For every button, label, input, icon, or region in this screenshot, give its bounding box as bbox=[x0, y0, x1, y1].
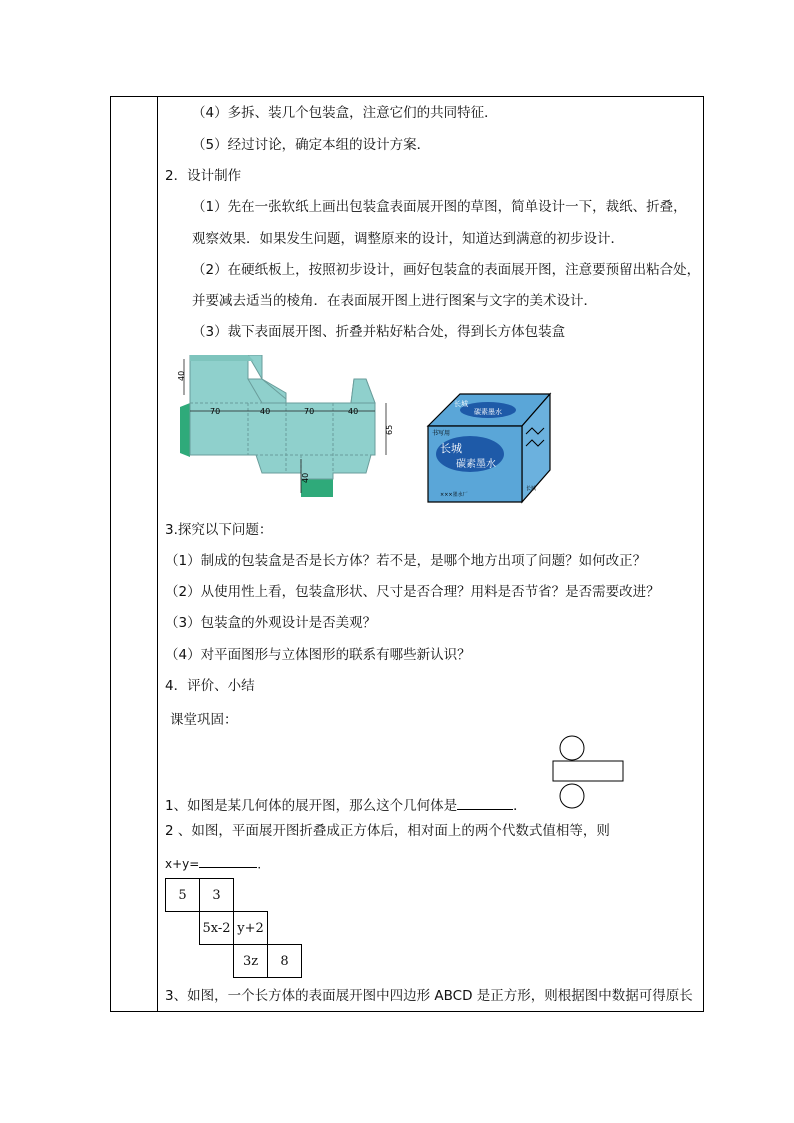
cube-face: 5 bbox=[165, 878, 200, 912]
question-2: 2 、如图，平面展开图折叠成正方体后，相对面上的两个代数式值相等，则 bbox=[165, 823, 610, 839]
dim-label: 40 bbox=[348, 407, 359, 416]
dim-label: 40 bbox=[177, 370, 186, 381]
box-text: 书写用 bbox=[432, 430, 451, 437]
cube-face: y+2 bbox=[233, 911, 268, 945]
text-line: （5）经过讨论，确定本组的设计方案． bbox=[192, 137, 431, 153]
box-text: 长城 bbox=[440, 442, 462, 455]
cylinder-net-figure bbox=[552, 734, 628, 810]
question-2-answer: x+y= ． bbox=[165, 857, 270, 871]
cube-face: 3z bbox=[233, 944, 268, 978]
dim-label: 70 bbox=[210, 407, 221, 416]
text-line: 并要减去适当的棱角．在表面展开图上进行图案与文字的美术设计． bbox=[192, 293, 597, 309]
section-heading: 4．评价、小结 bbox=[165, 678, 255, 694]
question-1: 1、如图是某几何体的展开图，那么这个几何体是 ． bbox=[165, 798, 527, 814]
box-text: 碳素墨水 bbox=[456, 459, 496, 470]
text-line: （4）对平面图形与立体图形的联系有哪些新认识？ bbox=[165, 647, 471, 663]
text-line: （2）在硬纸板上，按照初步设计，画好包装盒的表面展开图，注意要预留出粘合处， bbox=[192, 262, 701, 278]
section-heading: 3.探究以下问题： bbox=[165, 522, 273, 538]
dim-label: 70 bbox=[304, 407, 315, 416]
text-line: （1）制成的包装盒是否是长方体？若不是，是哪个地方出项了问题？如何改正？ bbox=[165, 553, 647, 569]
box-text: ×××墨水厂 bbox=[440, 492, 468, 498]
text-line: （3）包装盒的外观设计是否美观？ bbox=[165, 615, 377, 631]
dim-label: 40 bbox=[301, 472, 310, 483]
dim-label: 40 bbox=[260, 407, 271, 416]
cube-face: 3 bbox=[199, 878, 234, 912]
text-line: （4）多拆、装几个包装盒，注意它们的共同特征． bbox=[192, 105, 498, 121]
question-3: 3、如图，一个长方体的表面展开图中四边形 ABCD 是正方形，则根据图中数据可得原长 bbox=[165, 988, 693, 1004]
package-box-figure bbox=[426, 390, 554, 504]
text-line: （1）先在一张软纸上画出包装盒表面展开图的草图，简单设计一下，裁纸、折叠， bbox=[192, 199, 687, 215]
text-line: （3）裁下表面展开图、折叠并粘好粘合处，得到长方体包装盒 bbox=[192, 324, 566, 340]
box-net-figure bbox=[176, 355, 406, 505]
dim-label: 65 bbox=[385, 424, 394, 435]
cube-face: 8 bbox=[267, 944, 302, 978]
column-divider bbox=[157, 96, 158, 1012]
text-line: 观察效果．如果发生问题，调整原来的设计，知道达到满意的初步设计． bbox=[192, 231, 624, 247]
section-heading: 2．设计制作 bbox=[165, 168, 242, 184]
answer-blank[interactable] bbox=[199, 855, 257, 868]
cube-face: 5x-2 bbox=[199, 911, 234, 945]
box-text: 长城 bbox=[454, 400, 468, 408]
text-line: （2）从使用性上看，包装盒形状、尺寸是否合理？用料是否节省？是否需要改进？ bbox=[165, 584, 660, 600]
section-heading: 课堂巩固： bbox=[170, 712, 238, 728]
box-text: 长城 bbox=[526, 486, 537, 492]
box-text: 碳素墨水 bbox=[474, 408, 502, 416]
answer-blank[interactable] bbox=[457, 797, 513, 810]
